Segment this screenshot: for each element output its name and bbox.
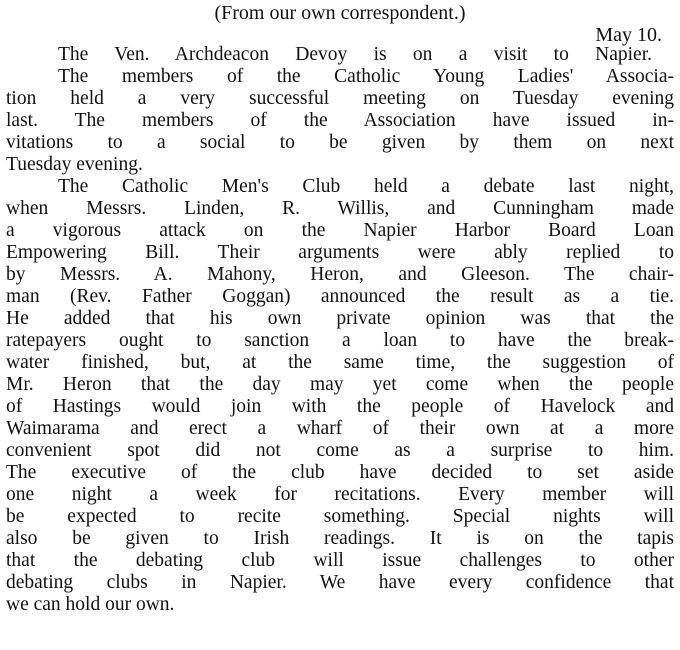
paragraph-3-line-4: Empowering Bill. Their arguments were ably replied to	[6, 242, 674, 263]
paragraph-3-line-7: He added that his own private opinion was that the	[6, 308, 674, 329]
paragraph-2-line-1: The members of the Catholic Young Ladies' Associa-	[58, 66, 674, 87]
paragraph-3-line-18: that the debating club will issue challenges to other	[6, 550, 674, 571]
paragraph-3-line-10: Mr. Heron that the day may yet come when the people	[6, 374, 674, 395]
paragraph-1-line-1: The Ven. Archdeacon Devoy is on a visit to Napier.	[58, 44, 652, 65]
paragraph-3-line-14: The executive of the club have decided to set aside	[6, 462, 674, 483]
paragraph-3-line-8: ratepayers ought to sanction a loan to have the break-	[6, 330, 674, 351]
paragraph-3-line-2: when Messrs. Linden, R. Willis, and Cunningham made	[6, 198, 674, 219]
byline: (From our own correspondent.)	[214, 2, 466, 24]
paragraph-3-line-1: The Catholic Men's Club held a debate last night,	[58, 176, 674, 197]
paragraph-3-line-6: man (Rev. Father Goggan) announced the result as a tie.	[6, 286, 674, 307]
paragraph-2-line-2: tion held a very successful meeting on Tuesday evening	[6, 88, 674, 109]
paragraph-3-line-3: a vigorous attack on the Napier Harbor Board Loan	[6, 220, 674, 241]
paragraph-3-line-12: Waimarama and erect a wharf of their own at a more	[6, 418, 674, 439]
paragraph-3-line-20: we can hold our own.	[6, 594, 175, 615]
paragraph-3-line-13: convenient spot did not come as a surprise to him.	[6, 440, 674, 461]
paragraph-3-line-11: of Hastings would join with the people of Havelock and	[6, 396, 674, 417]
paragraph-3-line-9: water finished, but, at the same time, the suggestion of	[6, 352, 674, 373]
paragraph-2-line-3: last. The members of the Association have issued in-	[6, 110, 674, 131]
paragraph-3-line-16: be expected to recite something. Special nights will	[6, 506, 674, 527]
paragraph-3-line-19: debating clubs in Napier. We have every confidence that	[6, 572, 674, 593]
paragraph-3-line-17: also be given to Irish readings. It is on the tapis	[6, 528, 674, 549]
paragraph-3-line-15: one night a week for recitations. Every member will	[6, 484, 674, 505]
paragraph-3-line-5: by Messrs. A. Mahony, Heron, and Gleeson. The chair-	[6, 264, 674, 285]
dateline: May 10.	[595, 24, 662, 46]
paragraph-2-line-5: Tuesday evening.	[6, 154, 143, 175]
paragraph-2-line-4: vitations to a social to be given by them on next	[6, 132, 674, 153]
